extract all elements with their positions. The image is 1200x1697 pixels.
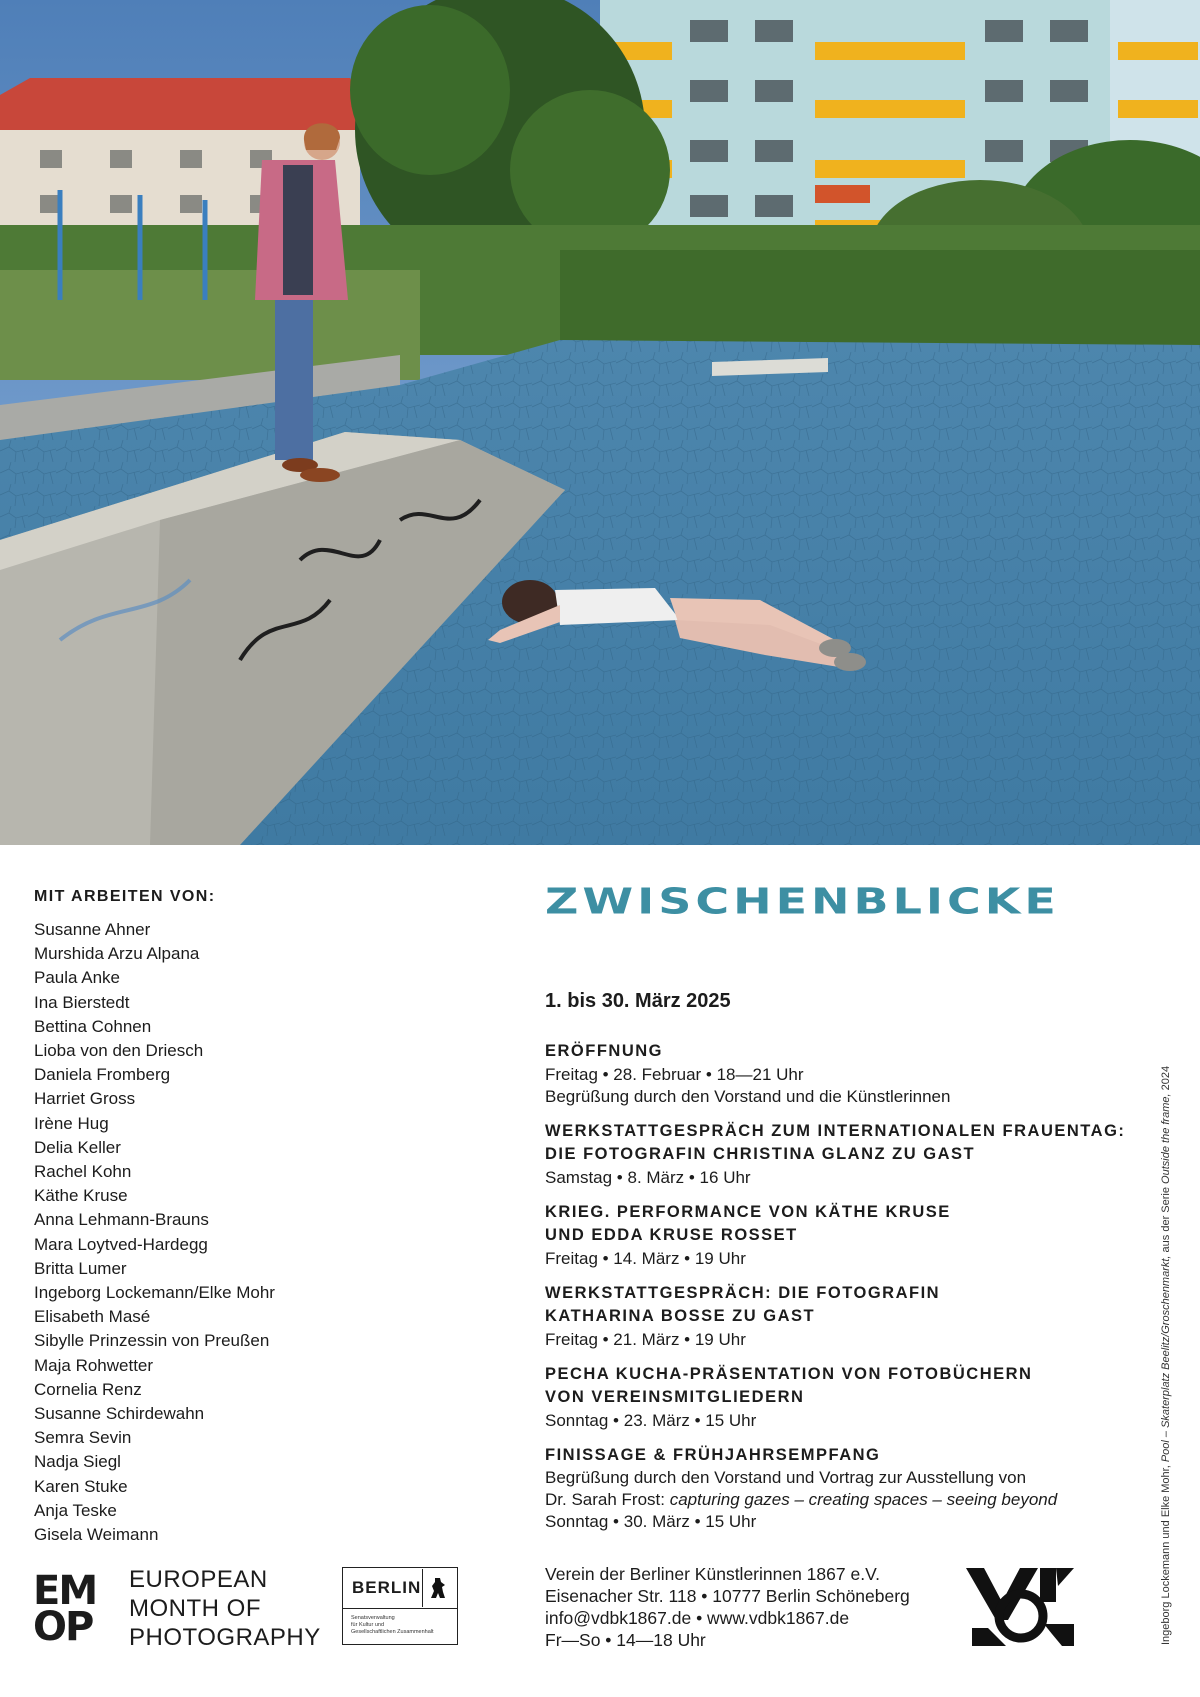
event-item (545, 1444, 1165, 1534)
event-talk (545, 1489, 1165, 1511)
artist-name: Lioba von den Driesch (34, 1041, 204, 1061)
artist-name: Susanne Schirdewahn (34, 1404, 205, 1424)
event-item (545, 1040, 1165, 1108)
event-title: UND EDDA KRUSE ROSSET (545, 1226, 798, 1244)
artist-name: Anna Lehmann-Brauns (34, 1210, 209, 1230)
emop-wordmark: EUROPEAN MONTH OF PHOTOGRAPHY (129, 1566, 321, 1651)
artist-name: Daniela Fromberg (34, 1065, 171, 1085)
emop-mark-icon: EM OP (33, 1567, 97, 1650)
event-item (545, 1282, 1165, 1351)
artist-name: Murshida Arzu Alpana (34, 944, 200, 964)
photo-credit: Ingeborg Lockemann und Elke Mohr, Pool – Skaterplatz Beelitz/Groschenmarkt, aus der Serie Outside the frame, 2024 (1160, 1065, 1172, 1645)
artist-name: Delia Keller (34, 1137, 121, 1157)
artist-name: Susanne Ahner (34, 920, 151, 939)
berlin-wordmark: BERLIN (352, 1578, 422, 1597)
event-title: KATHARINA BOSSE ZU GAST (545, 1307, 816, 1325)
artist-name: Nadja Siegl (34, 1452, 121, 1472)
event-talk-title: capturing gazes – creating spaces – seeing beyond (669, 1490, 1058, 1509)
artist-name: Maja Rohwetter (34, 1355, 154, 1375)
event-title: VON VEREINSMITGLIEDERN (545, 1388, 805, 1406)
event-title: ERÖFFNUNG (545, 1042, 663, 1060)
organizer-address (545, 1563, 910, 1651)
contact-links[interactable]: info@vdbk1867.de • www.vdbk1867.de (545, 1608, 850, 1628)
artist-name: Semra Sevin (34, 1428, 132, 1448)
exhibition-title: ZWISCHENBLICKE (545, 880, 1060, 923)
event-title: WERKSTATTGESPRÄCH ZUM INTERNATIONALEN FRAUENTAG: (545, 1121, 1126, 1140)
artist-name: Bettina Cohnen (34, 1016, 152, 1036)
event-title: FINISSAGE & FRÜHJAHRSEMPFANG (545, 1445, 881, 1464)
artist-name: Ingeborg Lockemann/Elke Mohr (34, 1283, 275, 1303)
event-detail: Begrüßung durch den Vorstand und die Künstlerinnen (545, 1086, 951, 1106)
artist-name: Cornelia Renz (34, 1379, 142, 1399)
emop-logo (33, 1565, 321, 1652)
event-detail: Samstag • 8. März • 16 Uhr (545, 1167, 751, 1187)
artists-heading: MIT ARBEITEN VON: (34, 888, 216, 905)
address-line: Verein der Berliner Künstlerinnen 1867 e.V. (545, 1564, 880, 1584)
event-detail: Sonntag • 23. März • 15 Uhr (545, 1410, 757, 1430)
event-title: WERKSTATTGESPRÄCH: DIE FOTOGRAFIN (545, 1283, 941, 1302)
artist-name: Karen Stuke (34, 1476, 128, 1496)
artist-name: Harriet Gross (34, 1089, 136, 1109)
berlin-bear-icon (422, 1569, 453, 1607)
artists-section (34, 888, 394, 1547)
artist-name: Elisabeth Masé (34, 1307, 151, 1327)
artist-name: Anja Teske (34, 1500, 117, 1520)
event-detail: Freitag • 21. März • 19 Uhr (545, 1329, 746, 1349)
artist-name: Paula Anke (34, 968, 121, 988)
event-detail: Sonntag • 30. März • 15 Uhr (545, 1512, 757, 1531)
event-detail: Begrüßung durch den Vorstand und Vortrag zur Ausstellung von (545, 1468, 1027, 1487)
event-title: DIE FOTOGRAFIN CHRISTINA GLANZ ZU GAST (545, 1145, 976, 1163)
artist-name: Irène Hug (34, 1113, 109, 1133)
artist-name: Käthe Kruse (34, 1186, 128, 1206)
artist-name: Mara Loytved-Hardegg (34, 1234, 208, 1254)
artist-name: Britta Lumer (34, 1258, 127, 1278)
artist-name: Ina Bierstedt (34, 992, 130, 1012)
vdbk-logo-icon (966, 1568, 1076, 1646)
event-item (545, 1120, 1165, 1189)
event-speaker: Dr. Sarah Frost: (545, 1490, 665, 1509)
event-item (545, 1201, 1165, 1270)
address-line: Eisenacher Str. 118 • 10777 Berlin Schöneberg (545, 1586, 910, 1606)
event-detail: Freitag • 14. März • 19 Uhr (545, 1248, 746, 1268)
artist-name: Rachel Kohn (34, 1162, 132, 1182)
berlin-senate-logo (342, 1567, 458, 1645)
event-title: PECHA KUCHA-PRÄSENTATION VON FOTOBÜCHERN (545, 1364, 1033, 1383)
artist-name: Sibylle Prinzessin von Preußen (34, 1331, 270, 1351)
event-title: KRIEG. PERFORMANCE VON KÄTHE KRUSE (545, 1202, 951, 1221)
berlin-senate-text: Senatsverwaltung für Kultur und Gesellschaftlichen Zusammenhalt (351, 1615, 434, 1635)
event-item (545, 1363, 1165, 1432)
event-program (545, 1040, 1165, 1545)
exhibition-dates: 1. bis 30. März 2025 (545, 990, 731, 1012)
artist-list (34, 918, 394, 1547)
event-detail: Freitag • 28. Februar • 18—21 Uhr (545, 1064, 804, 1084)
address-line: Fr—So • 14—18 Uhr (545, 1630, 706, 1650)
artist-name: Gisela Weimann (34, 1525, 159, 1545)
exhibition-photo (0, 0, 1200, 845)
